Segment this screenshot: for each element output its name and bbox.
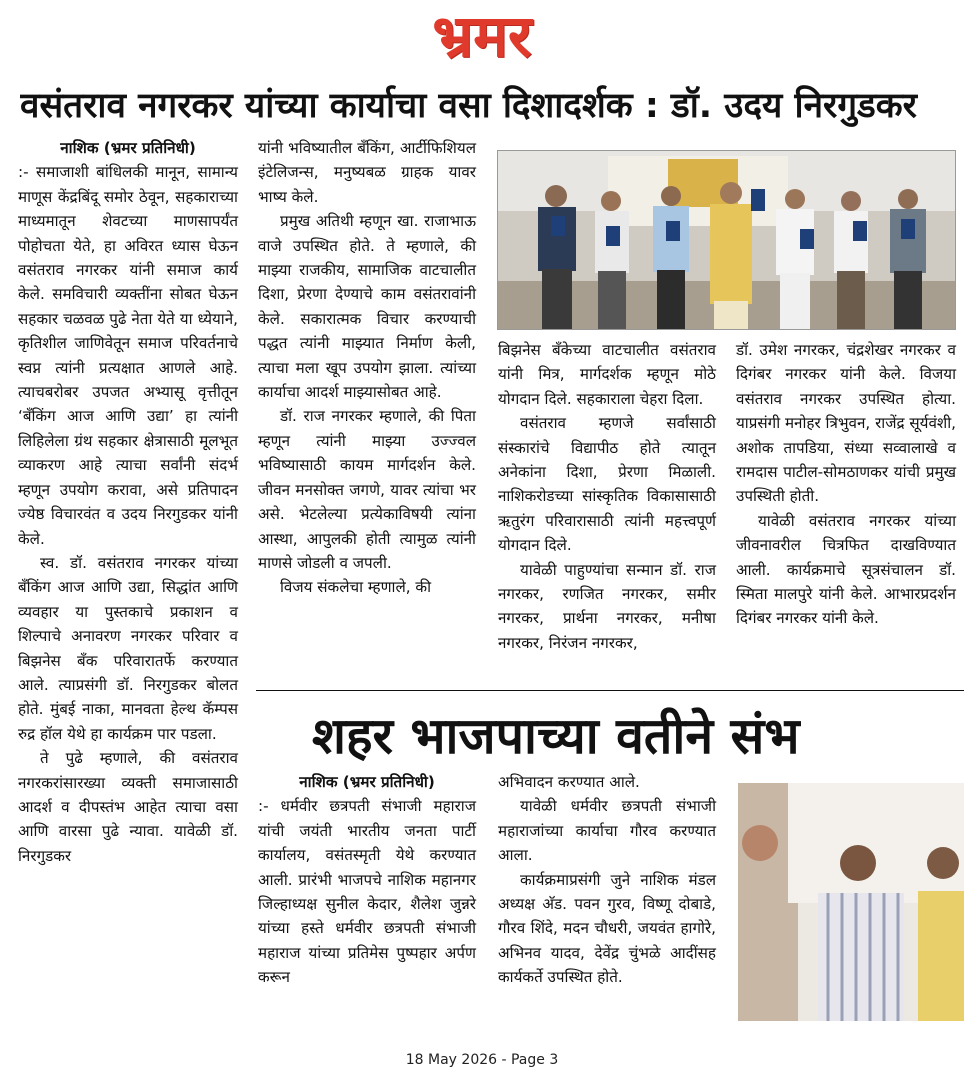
article2-byline: नाशिक (भ्रमर प्रतिनिधी) (299, 773, 435, 791)
page-footer: 18 May 2026 - Page 3 (405, 1052, 559, 1068)
article1-paragraph: ते पुढे म्हणाले, की वसंतराव नगरकरांसारख्या व्यक्ती समाजासाठी आदर्श व दीपस्तंभ आहेत त्याचा वसा आणि वारसा पुढे न्यावा. यावेळी डॉ. निरगुडकर (18, 749, 238, 865)
book-launch-photo-illustration (498, 151, 955, 329)
jayanti-photo (738, 783, 964, 1021)
article1-paragraph: बिझनेस बँकेच्या वाटचालीत वसंतराव यांनी मित्र, मार्गदर्शक म्हणून मोठे योगदान दिले. सहकाराला चेहरा दिला. (498, 341, 716, 408)
article2-column-2 (498, 770, 716, 990)
article1-column-4 (736, 338, 956, 631)
article1-paragraph: डॉ. राज नगरकर म्हणाले, की पिता म्हणून त्यांनी माझ्या उज्ज्वल भविष्यासाठी कायम मार्गदर्शन केले. जीवन मनसोक्त जगणे, यावर त्यांचा भर असे. भेटलेल्या प्रत्येकाविषयी त्यांना आस्था, आपुलकी होती त्यामुळ त्यांनी माणसे जोडली व जपली. (258, 407, 476, 572)
article1-column-3 (498, 338, 716, 655)
article1-paragraph: स्व. डॉ. वसंतराव नगरकर यांच्या बँकिंग आज आणि उद्या, सिद्धांत आणि व्यवहार या पुस्तकाचे प्रकाशन व शिल्पाचे अनावरण नगरकर परिवार व बिझनेस बँक परिवारातर्फे करण्यात आले. त्याप्रसंगी डॉ. निरगुडकर बोलत होते. मुंबई नाका, मानवता हेल्थ कॅम्पस रुद्र हॉल येथे हा कार्यक्रम पार पडला. (18, 553, 238, 743)
article1-paragraph: यावेळी पाहुण्यांचा सन्मान डॉ. राज नगरकर, रणजित नगरकर, समीर नगरकर, प्रार्थना नगरकर, मनीषा नगरकर, निरंजन नगरकर, (498, 560, 716, 652)
masthead (0, 0, 964, 72)
article1-column-2 (258, 136, 476, 600)
article2-paragraph: :- धर्मवीर छत्रपती संभाजी महाराज यांची जयंती भारतीय जनता पार्टी कार्यालय, वसंतस्मृती येथे करण्यात आली. प्रारंभी भाजपचे नाशिक महानगर जिल्हाध्यक्ष सुनील केदार, शैलेश जुन्नरे यांच्या हस्ते धर्मवीर छत्रपती संभाजी महाराज यांच्या प्रतिमेस पुष्पहार अर्पण करून (258, 797, 476, 987)
article1-paragraph: यावेळी वसंतराव नगरकर यांच्या जीवनावरील चित्रफित दाखविण्यात आली. कार्यक्रमाचे सूत्रसंचालन डॉ. स्मिता मालपुरे यांनी केले. आभारप्रदर्शन दिगंबर नगरकर यांनी केले. (736, 511, 956, 628)
jayanti-photo-illustration (738, 783, 964, 1021)
article2-paragraph: अभिवादन करण्यात आले. (498, 773, 640, 791)
article2-paragraph: यावेळी धर्मवीर छत्रपती संभाजी महाराजांच्या कार्याचा गौरव करण्यात आला. (498, 797, 716, 865)
article2-paragraph: कार्यक्रमाप्रसंगी जुने नाशिक मंडल अध्यक्ष अ‍ॅड. पवन गुरव, विष्णू दोबाडे, गौरव शिंदे, मदन चौधरी, जयवंत हागोरे, अभिनव यादव, देवेंद्र चुंभळे आदींसह कार्यकर्ते उपस्थित होते. (498, 870, 716, 987)
article1-column-1 (18, 136, 238, 868)
newspaper-logo: भ्रमर (432, 2, 532, 70)
article1-paragraph: विजय संकलेचा म्हणाले, की (280, 578, 432, 597)
article1-headline: वसंतराव नगरकर यांच्या कार्याचा वसा दिशादर्शक : डॉ. उदय निरगुडकर (20, 86, 917, 126)
book-launch-photo (497, 150, 956, 330)
article-divider (256, 690, 964, 691)
article1-paragraph: वसंतराव म्हणजे सर्वांसाठी संस्कारांचे विद्यापीठ होते त्यातून अनेकांना दिशा, प्रेरणा मिळाली. नाशिकरोडच्या सांस्कृतिक विकासासाठी ऋतुरंग परिवारासाठी त्यांनी महत्त्वपूर्ण योगदान दिले. (498, 414, 716, 555)
article1-paragraph: :- समाजाशी बांधिलकी मानून, सामान्य माणूस केंद्रबिंदू समोर ठेवून, सहकाराच्या माध्यमातून शेवटच्या माणसापर्यंत पोहोचता येते, हा अविरत ध्यास घेऊन वसंतराव नगरकर यांनी समाज कार्य केले. समविचारी व्यक्तींना सोबत घेऊन सहकार चळवळ पुढे नेता येते या ध्येयाने, कृतिशील जाणिवेतून समाज परिवर्तनाचे स्वप्न त्यांनी प्रत्यक्षात आणले आहे. त्याचबरोबर उपजत अभ्यासू वृत्तीतून ‘बँकिंग आज आणि उद्या’ हा त्यांनी लिहिलेला ग्रंथ सहकार क्षेत्रासाठी मूलभूत व्याकरण आहे त्याचा सर्वांनी संदर्भ म्हणून उपयोग करावा, असे प्रतिपादन ज्येष्ठ विचारवंत व उदय निरगुडकर यांनी केले. (18, 163, 238, 548)
article1-byline: नाशिक (भ्रमर प्रतिनिधी) (60, 139, 196, 157)
article2-column-1 (258, 770, 476, 990)
article1-paragraph: डॉ. उमेश नगरकर, चंद्रशेखर नगरकर व दिगंबर नगरकर यांनी केले. विजया वसंतराव नगरकर उपस्थित होत्या. याप्रसंगी मनोहर त्रिभुवन, राजेंद्र सूर्यवंशी, अशोक तापडिया, संध्या सव्वालाखे व रामदास पाटील-सोमठाणकर यांची प्रमुख उपस्थिती होती. (736, 341, 956, 506)
article2-headline: शहर भाजपाच्या वतीने संभ (312, 707, 800, 765)
article1-paragraph: यांनी भविष्यातील बँकिंग, आर्टीफिशियल इंटेलिजन्स, मनुष्यबळ ग्राहक यावर भाष्य केले. (258, 139, 476, 206)
article1-paragraph: प्रमुख अतिथी म्हणून खा. राजाभाऊ वाजे उपस्थित होते. ते म्हणाले, की माझ्या राजकीय, सामाजिक वाटचालीत दिशा, प्रेरणा देण्याचे काम वसंतरावांनी केले. सकारात्मक विचार करण्याची पद्धत त्यांनी माझ्यात निर्माण केली, त्याचा मला खूप उपयोग झाला. त्यांच्या कार्याचा आदर्श माझ्यासोबत आहे. (258, 212, 476, 402)
